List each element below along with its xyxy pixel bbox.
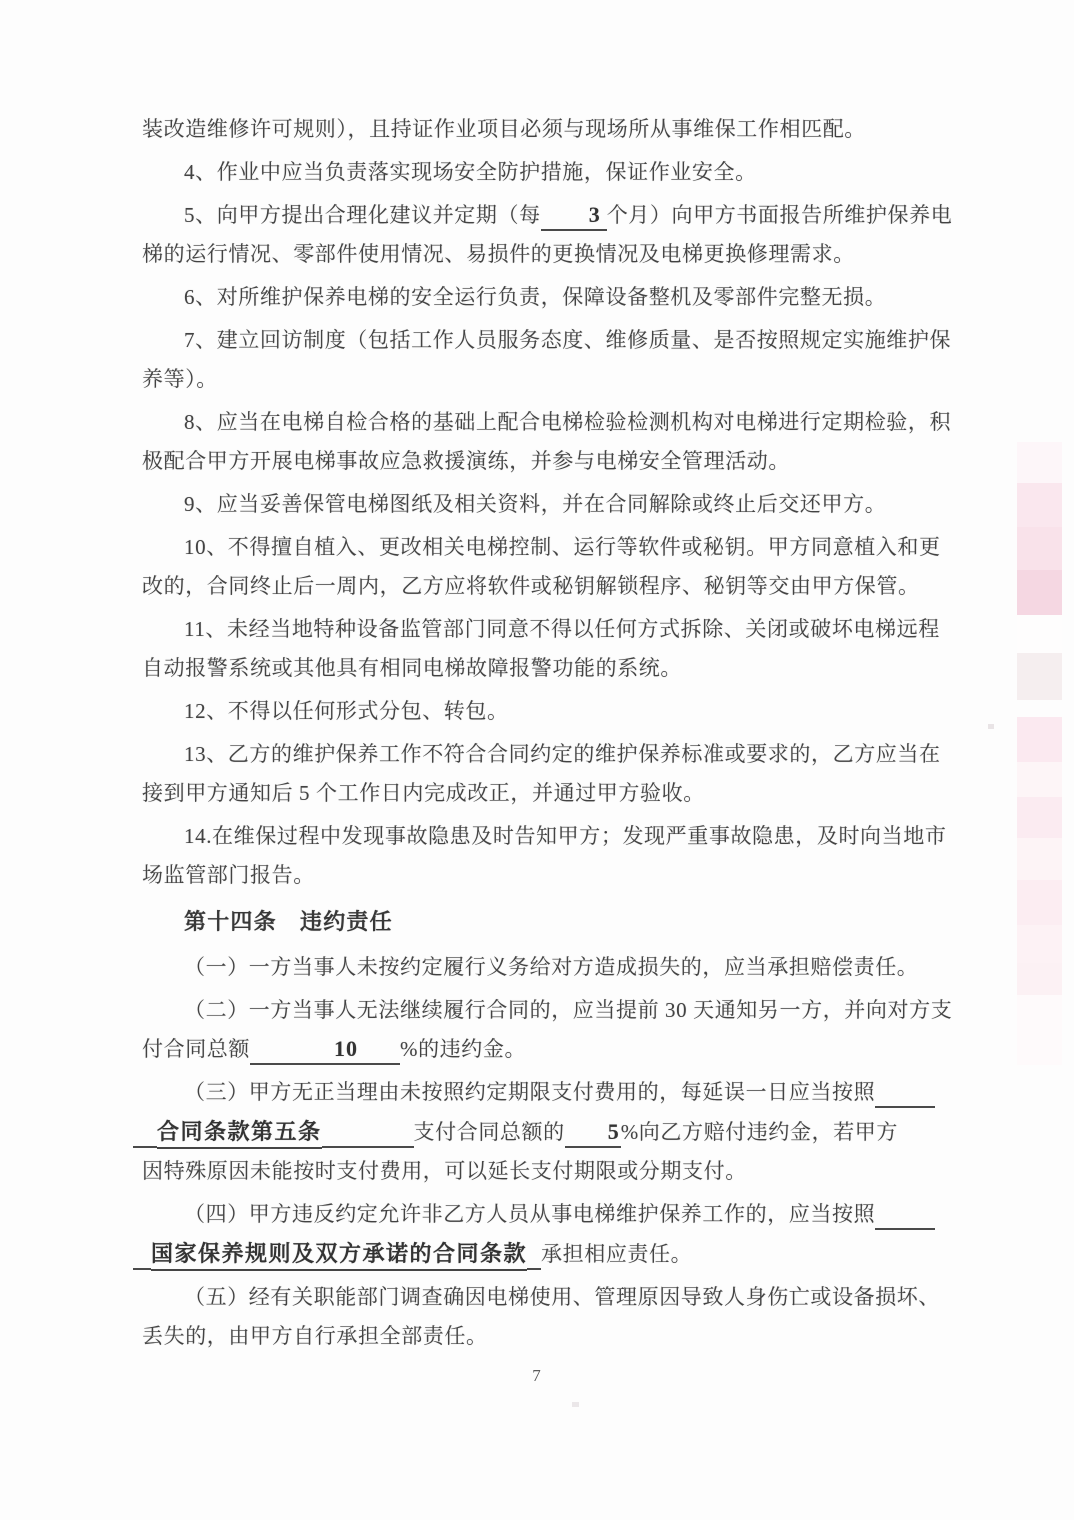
text-run: （四）甲方违反约定允许非乙方人员从事电梯维护保养工作的，应当按照 xyxy=(184,1202,876,1226)
paragraph xyxy=(142,610,956,688)
paragraph xyxy=(142,278,956,317)
filled-blank xyxy=(133,1240,151,1270)
scan-artifact xyxy=(1017,483,1062,527)
text-run: 因特殊原因未能按时支付费用，可以延长支付期限或分期支付。 xyxy=(142,1159,747,1183)
text-run: 装改造维修许可规则），且持证作业项目必须与现场所从事维保工作相匹配。 xyxy=(142,117,866,141)
text-run: （五）经有关职能部门调查确因电梯使用、管理原因导致人身伤亡或设备损坏、丢失的，由甲方自行承担全部责任。 xyxy=(142,1285,940,1348)
text-run: 11、未经当地特种设备监管部门同意不得以任何方式拆除、关闭或破坏电梯远程自动报警系统或其他具有相同电梯故障报警功能的系统。 xyxy=(142,617,940,680)
scan-artifact xyxy=(1017,880,1062,925)
paragraph xyxy=(142,321,956,399)
scan-artifact xyxy=(572,1402,579,1407)
text-run: 4、作业中应当负责落实现场安全防护措施，保证作业安全。 xyxy=(184,160,757,184)
scan-artifact xyxy=(1017,762,1062,797)
paragraph xyxy=(142,1073,956,1191)
scan-artifact xyxy=(1017,963,1062,995)
scan-artifact xyxy=(1017,442,1062,483)
paragraph xyxy=(142,735,956,813)
paragraph xyxy=(142,196,956,274)
filled-blank xyxy=(527,1240,541,1270)
filled-text: 国家保养规则及双方承诺的合同条款 xyxy=(151,1241,527,1271)
paragraph xyxy=(142,485,956,524)
text-run: 12、不得以任何形式分包、转包。 xyxy=(184,699,509,723)
scan-artifact xyxy=(1017,653,1062,700)
filled-text: 合同条款第五条 xyxy=(157,1119,322,1149)
paragraph xyxy=(142,817,956,895)
text-run: 8、应当在电梯自检合格的基础上配合电梯检验检测机构对电梯进行定期检验，积极配合甲方开展电梯事故应急救援演练，并参与电梯安全管理活动。 xyxy=(142,410,952,473)
paragraph xyxy=(142,528,956,606)
text-run: 个月）向甲方书面报告所维护保养电梯的运行情况、零部件使用情况、易损件的更换情况及电梯更换修理需求。 xyxy=(142,203,953,266)
scan-artifact xyxy=(1017,570,1062,615)
filled-blank xyxy=(875,1200,935,1230)
page-number: 7 xyxy=(532,1366,542,1385)
filled-blank: 3 xyxy=(541,201,607,231)
filled-blank xyxy=(133,1118,157,1148)
text-run: 5、向甲方提出合理化建议并定期（每 xyxy=(184,203,541,227)
paragraph xyxy=(142,110,956,149)
scan-artifact xyxy=(988,724,994,729)
text-run: （一）一方当事人未按约定履行义务给对方造成损失的，应当承担赔偿责任。 xyxy=(184,955,919,979)
text-run: 13、乙方的维护保养工作不符合合同约定的维护保养标准或要求的，乙方应当在接到甲方通知后 5 个工作日内完成改正，并通过甲方验收。 xyxy=(142,742,941,805)
text-run: 7、建立回访制度（包括工作人员服务态度、维修质量、是否按照规定实施维护保养等）。 xyxy=(142,328,952,391)
scan-artifact xyxy=(1017,615,1062,653)
contract-body xyxy=(142,110,956,1360)
text-run: %向乙方赔付违约金，若甲方 xyxy=(620,1120,899,1144)
paragraph xyxy=(142,692,956,731)
text-run: 9、应当妥善保管电梯图纸及相关资料，并在合同解除或终止后交还甲方。 xyxy=(184,492,887,516)
text-run: 支付合同总额的 xyxy=(413,1120,565,1144)
text-run: （三）甲方无正当理由未按照约定期限支付费用的，每延误一日应当按照 xyxy=(184,1080,876,1104)
text-run: 承担相应责任。 xyxy=(541,1242,693,1266)
scan-artifact xyxy=(1017,995,1062,1065)
scan-artifact xyxy=(1017,838,1062,880)
paragraph xyxy=(142,1195,956,1274)
clause-heading xyxy=(142,902,956,941)
text-run: 14.在维保过程中发现事故隐患及时告知甲方；发现严重事故隐患，及时向当地市场监管部门报告。 xyxy=(142,824,947,887)
text-run: 10、不得擅自植入、更改相关电梯控制、运行等软件或秘钥。甲方同意植入和更改的，合同终止后一周内，乙方应将软件或秘钥解锁程序、秘钥等交由甲方保管。 xyxy=(142,535,941,598)
paragraph xyxy=(142,1278,956,1356)
text-run: %的违约金。 xyxy=(400,1037,527,1061)
paragraph xyxy=(142,153,956,192)
filled-blank: 10 xyxy=(250,1035,400,1065)
text-run: 第十四条 违约责任 xyxy=(184,909,393,934)
text-run: 6、对所维护保养电梯的安全运行负责，保障设备整机及零部件完整无损。 xyxy=(184,285,887,309)
filled-blank xyxy=(322,1118,414,1148)
scan-artifact xyxy=(1017,527,1062,570)
scan-artifact xyxy=(1017,797,1062,838)
filled-blank: 5 xyxy=(565,1118,621,1148)
scan-artifact xyxy=(1017,717,1062,762)
scan-artifact xyxy=(1017,925,1062,963)
paragraph xyxy=(142,991,956,1069)
text-run: （二）一方当事人无法继续履行合同的，应当提前 30 天通知另一方，并向对方支付合同总额 xyxy=(142,998,953,1061)
paragraph xyxy=(142,948,956,987)
filled-blank xyxy=(875,1078,935,1108)
paragraph xyxy=(142,403,956,481)
